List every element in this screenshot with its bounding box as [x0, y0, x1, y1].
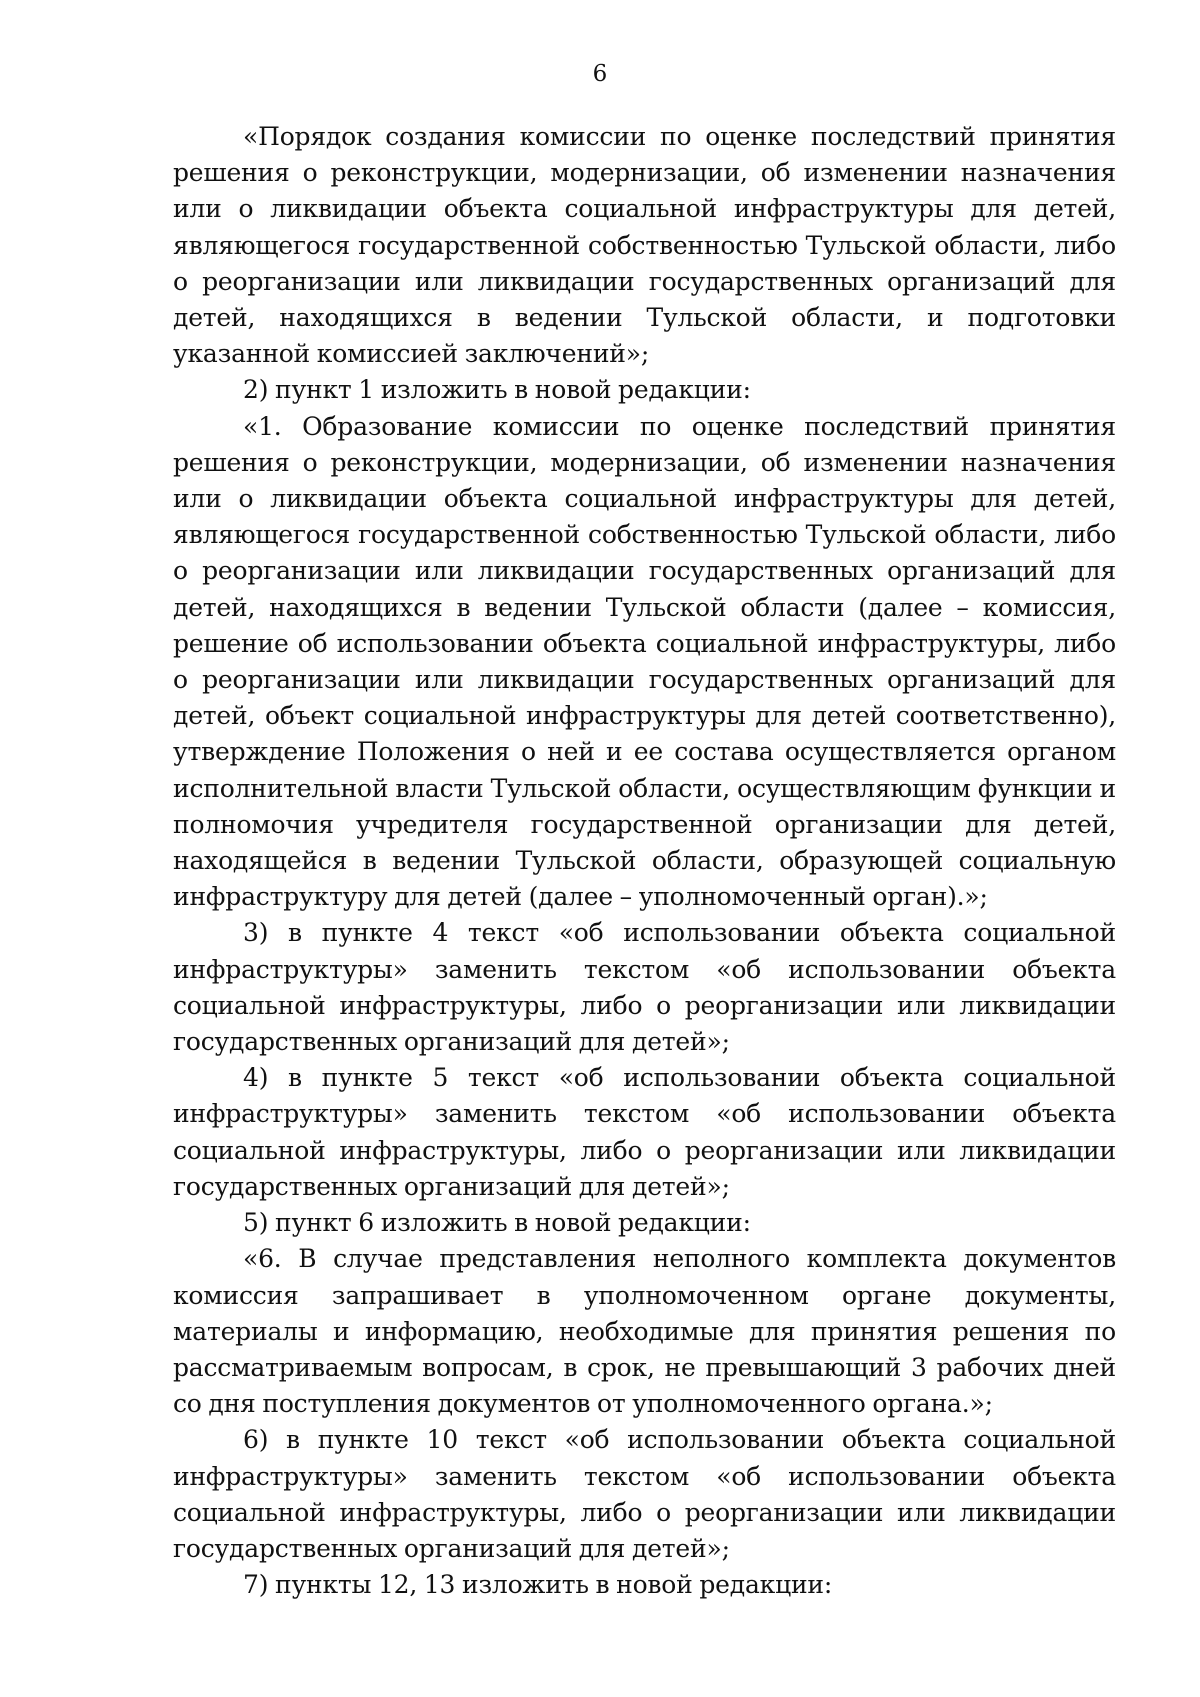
- paragraph-procedure-title: «Порядок создания комиссии по оценке последствий принятия решения о реконструкции, модернизации, об изменении назначения или о ликвидации объекта социальной инфраструктуры для детей, являющегося государственной собственностью Тульской области, либо о реорганизации или ликвидации государственных организаций для детей, находящихся в ведении Тульской области, и подготовки указанной комиссией заключений»;: [173, 122, 1116, 369]
- paragraph-clause-6: «6. В случае представления неполного комплекта документов комиссия запрашивает в уполномоченном органе документы, материалы и информацию, необходимые для принятия решения по рассматриваемым вопросам, в срок, не превышающий 3 рабочих дней со дня поступления документов от уполномоченного органа.»;: [173, 1244, 1116, 1419]
- page-number: 6: [592, 61, 608, 87]
- paragraph-clause-1: «1. Образование комиссии по оценке последствий принятия решения о реконструкции, модернизации, об изменении назначения или о ликвидации объекта социальной инфраструктуры для детей, являющегося государственной собственностью Тульской области, либо о реорганизации или ликвидации государственных организаций для детей, находящихся в ведении Тульской области (далее – комиссия, решение об использовании объекта социальной инфраструктуры, либо о реорганизации или ликвидации государственных организаций для детей, объект социальной инфраструктуры для детей соответственно), утверждение Положения о ней и ее состава осуществляется органом исполнительной власти Тульской области, осуществляющим функции и полномочия учредителя государственной организации для детей, находящейся в ведении Тульской области, образующей социальную инфраструктуру для детей (далее – уполномоченный орган).»;: [173, 411, 1116, 912]
- paragraph-item-2: 2) пункт 1 изложить в новой редакции:: [243, 375, 751, 405]
- paragraph-item-3: 3) в пункте 4 текст «об использовании объекта социальной инфраструктуры» заменить текстом «об использовании объекта социальной инфраструктуры, либо о реорганизации или ликвидации государственных организаций для детей»;: [173, 918, 1116, 1057]
- paragraph-item-4: 4) в пункте 5 текст «об использовании объекта социальной инфраструктуры» заменить текстом «об использовании объекта социальной инфраструктуры, либо о реорганизации или ликвидации государственных организаций для детей»;: [173, 1063, 1116, 1201]
- paragraph-item-6: 6) в пункте 10 текст «об использовании объекта социальной инфраструктуры» заменить текстом «об использовании объекта социальной инфраструктуры, либо о реорганизации или ликвидации государственных организаций для детей»;: [173, 1425, 1116, 1563]
- document-body: [173, 119, 1116, 1603]
- paragraph-item-7: 7) пункты 12, 13 изложить в новой редакции:: [243, 1570, 833, 1600]
- paragraph-item-5: 5) пункт 6 изложить в новой редакции:: [243, 1208, 751, 1238]
